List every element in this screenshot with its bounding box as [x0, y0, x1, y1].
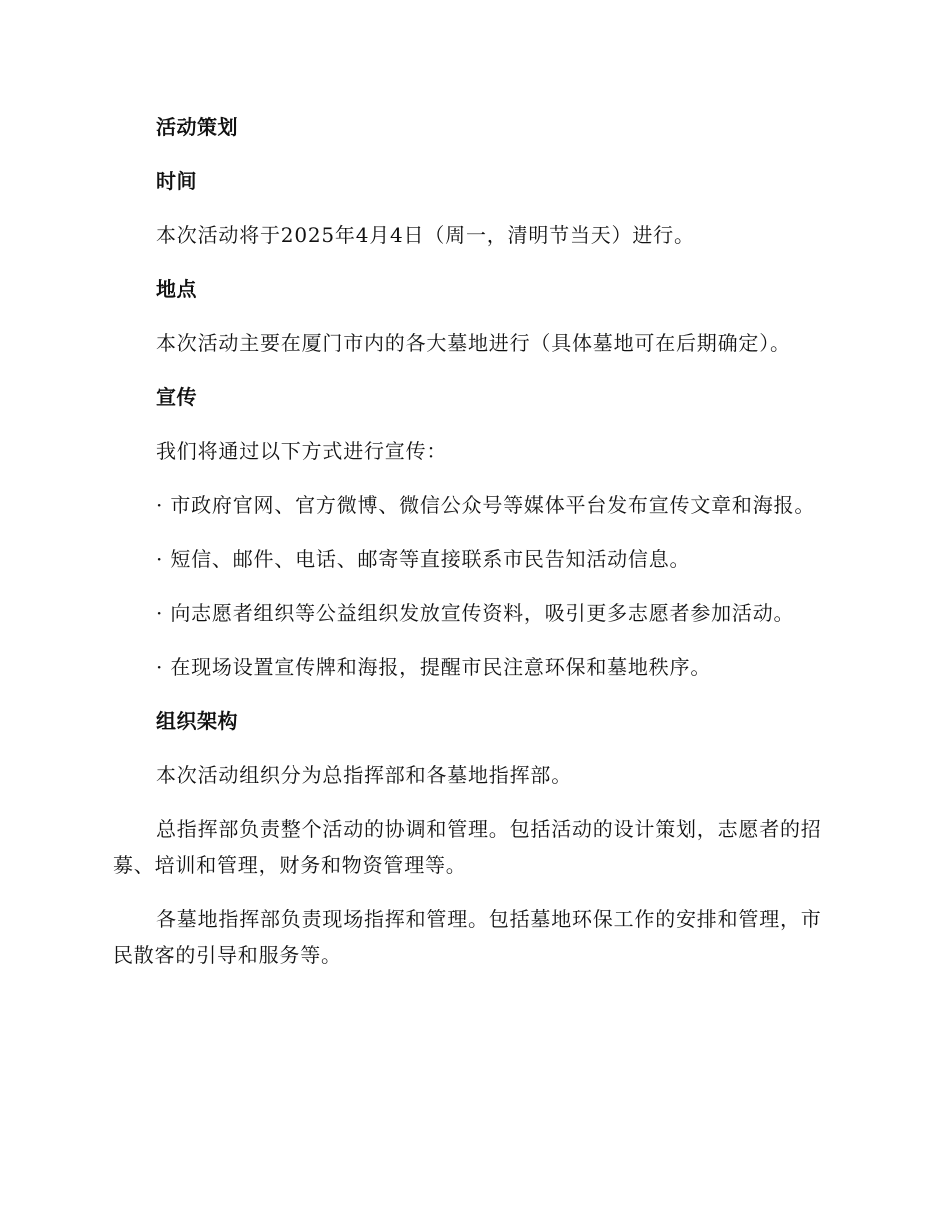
publicity-bullet: · 市政府官网、官方微博、微信公众号等媒体平台发布宣传文章和海报。: [156, 493, 816, 517]
organization-paragraph: 各墓地指挥部负责现场指挥和管理。包括墓地环保工作的安排和管理，市民散客的引导和服务等。: [113, 907, 822, 967]
section-heading-organization: 组织架构: [156, 709, 238, 733]
publicity-intro: 我们将通过以下方式进行宣传：: [156, 439, 448, 463]
organization-paragraph: 本次活动组织分为总指挥部和各墓地指挥部。: [156, 763, 572, 787]
organization-paragraph: 总指挥部负责整个活动的协调和管理。包括活动的设计策划，志愿者的招募、培训和管理，财务和物资管理等。: [113, 817, 822, 877]
section-heading-location: 地点: [156, 277, 197, 301]
time-paragraph: 本次活动将于2025年4月4日（周一，清明节当天）进行。: [156, 223, 695, 247]
location-paragraph: 本次活动主要在厦门市内的各大墓地进行（具体墓地可在后期确定）。: [156, 331, 791, 355]
title-activity-planning: 活动策划: [156, 115, 238, 139]
document-page: [113, 109, 835, 991]
publicity-bullet: · 短信、邮件、电话、邮寄等直接联系市民告知活动信息。: [156, 547, 691, 571]
section-heading-time: 时间: [156, 169, 197, 193]
section-heading-publicity: 宣传: [156, 385, 197, 409]
publicity-bullet: · 向志愿者组织等公益组织发放宣传资料，吸引更多志愿者参加活动。: [156, 601, 795, 625]
publicity-bullet: · 在现场设置宣传牌和海报，提醒市民注意环保和墓地秩序。: [156, 655, 712, 679]
